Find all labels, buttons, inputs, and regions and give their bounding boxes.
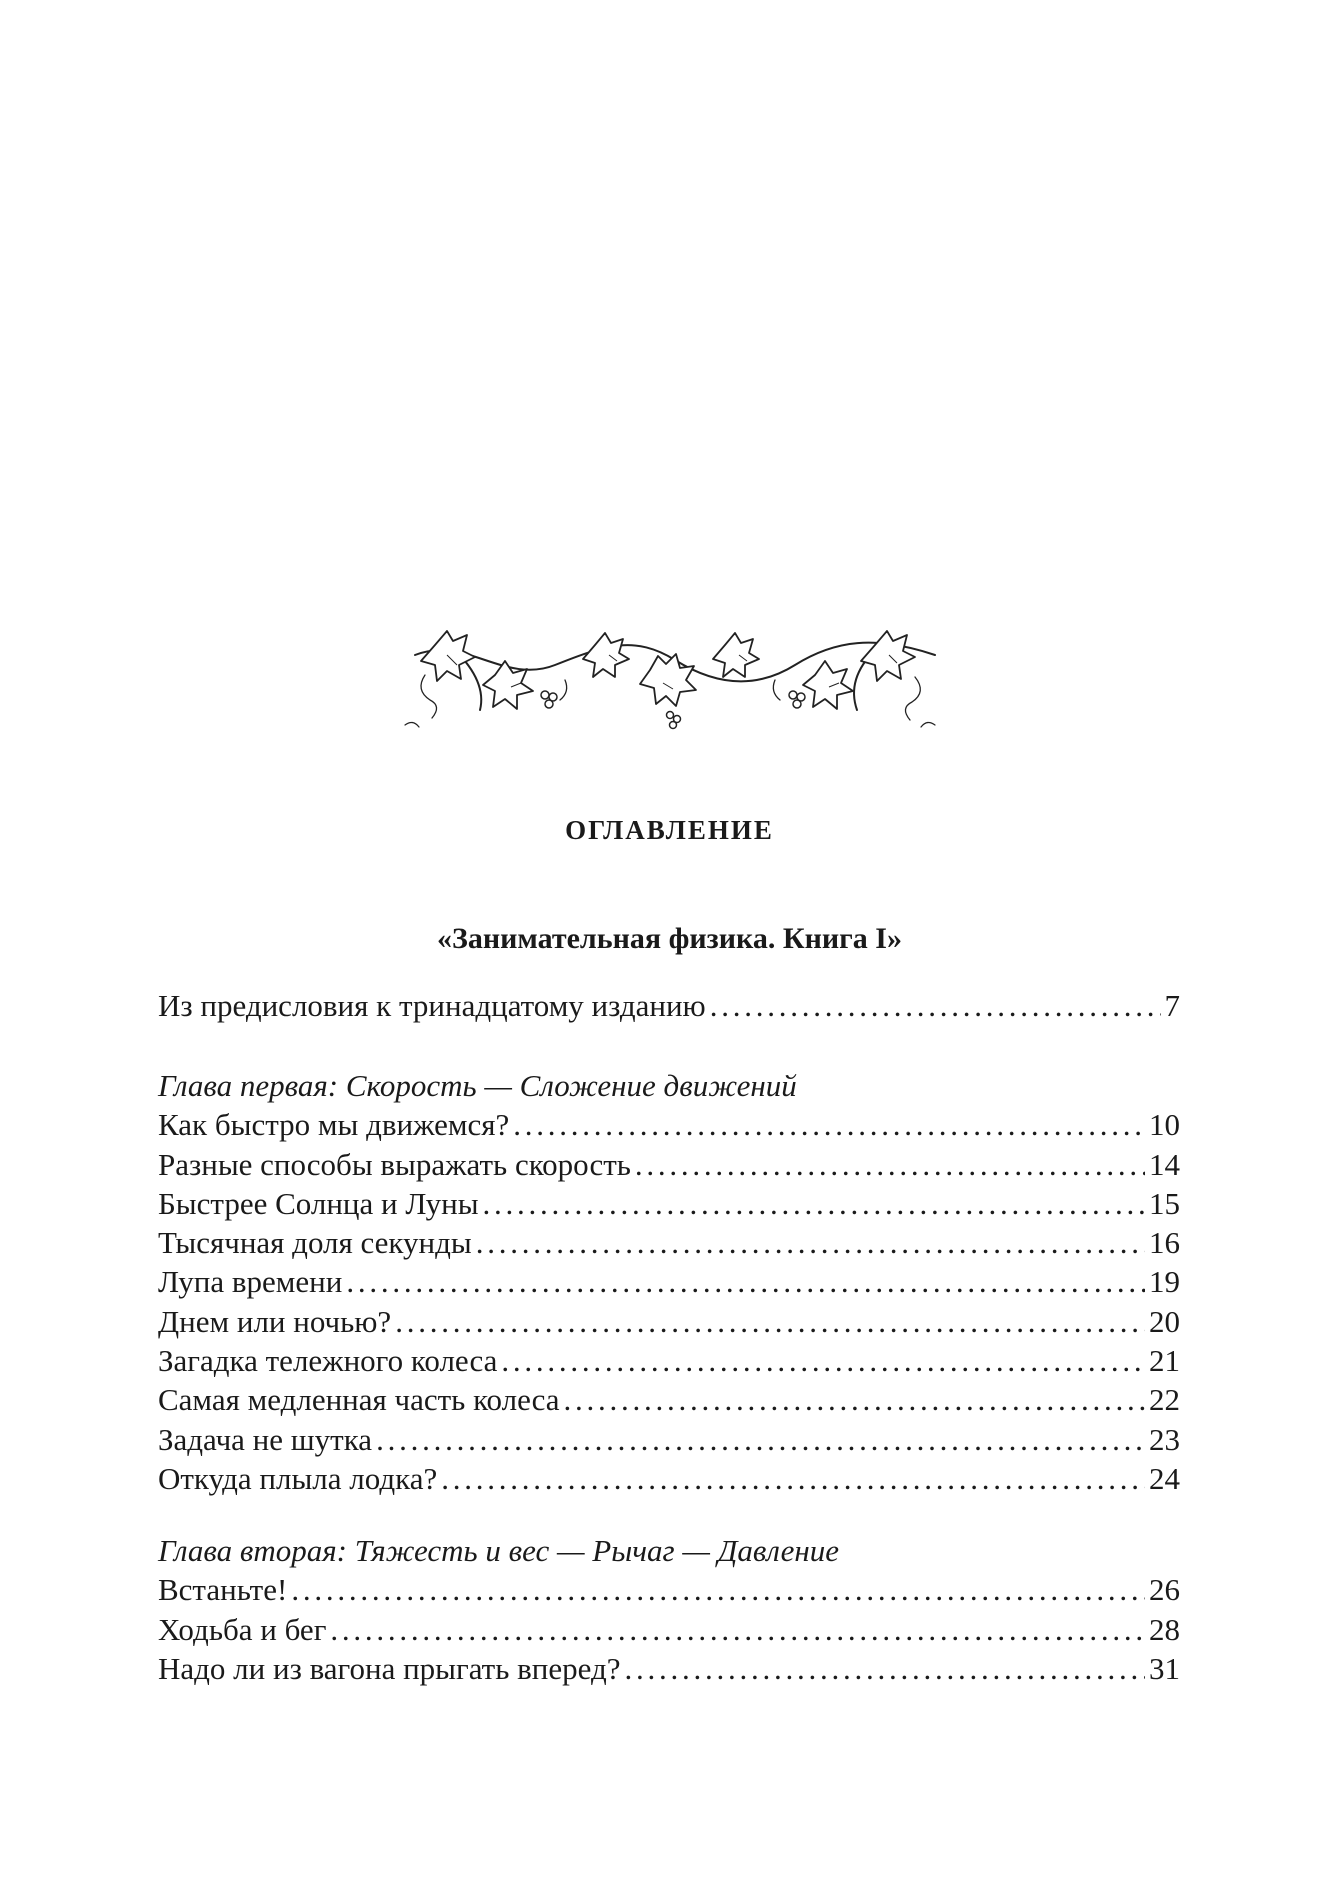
toc-entry-page: 26 [1149, 1572, 1180, 1608]
toc-entry[interactable] [158, 1420, 1180, 1459]
toc-chapter-2 [158, 1531, 1180, 1688]
toc-entry-label: Задача не шутка [158, 1421, 373, 1457]
toc-entry-label: Как быстро мы движемся? [158, 1107, 510, 1143]
dot-leader [395, 1302, 1145, 1341]
dot-leader [441, 1459, 1145, 1498]
chapter-heading: Глава первая: Скорость — Сложение движений [158, 1068, 797, 1103]
dot-leader [625, 1649, 1146, 1688]
toc-entry[interactable] [158, 1223, 1180, 1262]
toc-entry-label: Тысячная доля секунды [158, 1225, 472, 1261]
toc-entry-page: 16 [1149, 1225, 1180, 1261]
toc-entry[interactable] [158, 1341, 1180, 1380]
toc-entry-page: 7 [1164, 988, 1180, 1023]
dot-leader [483, 1184, 1145, 1223]
toc-entry-page: 19 [1149, 1264, 1180, 1300]
toc-entry-page: 21 [1149, 1343, 1180, 1379]
toc-entry-label: Разные способы выражать скорость [158, 1146, 631, 1182]
dot-leader [376, 1420, 1145, 1459]
book-title: «Занимательная физика. Книга I» [437, 922, 902, 955]
toc-entry-label: Лупа времени [158, 1264, 343, 1300]
toc-entry-label: Ходьба и бег [158, 1611, 327, 1647]
toc-entry-label: Быстрее Солнца и Луны [158, 1185, 479, 1221]
toc-entry[interactable] [158, 1380, 1180, 1419]
toc-entry-label: Самая медленная часть колеса [158, 1382, 560, 1418]
toc-entry-page: 20 [1149, 1303, 1180, 1339]
dot-leader [346, 1262, 1145, 1301]
toc-entry[interactable] [158, 1105, 1180, 1144]
toc-entry[interactable] [158, 1184, 1180, 1223]
toc-entry[interactable] [158, 1649, 1180, 1688]
dot-leader [476, 1223, 1145, 1262]
toc-entry-page: 24 [1149, 1460, 1180, 1496]
toc-entry-page: 31 [1149, 1650, 1180, 1686]
toc-entry-page: 14 [1149, 1146, 1180, 1182]
toc-entry[interactable] [158, 1302, 1180, 1341]
dot-leader [710, 986, 1161, 1025]
dot-leader [291, 1570, 1145, 1609]
toc-entry-label: Надо ли из вагона прыгать вперед? [158, 1650, 621, 1686]
grapevine-ornament-icon [395, 615, 955, 745]
toc-entry[interactable] [158, 1610, 1180, 1649]
toc-entry-page: 22 [1149, 1382, 1180, 1418]
toc-entry-label: Загадка тележного колеса [158, 1343, 498, 1379]
page-title: ОГЛАВЛЕНИЕ [565, 815, 774, 845]
toc-entry[interactable] [158, 1459, 1180, 1498]
toc-entry-label: Встаньте! [158, 1572, 288, 1608]
chapter-heading: Глава вторая: Тяжесть и вес — Рычаг — Давление [158, 1533, 840, 1568]
toc-entry[interactable] [158, 1570, 1180, 1609]
toc-entry-label: Днем или ночью? [158, 1303, 392, 1339]
toc-chapter-1 [158, 1066, 1180, 1498]
toc-entry-label: Откуда плыла лодка? [158, 1460, 438, 1496]
dot-leader [330, 1610, 1145, 1649]
toc-entry-page: 15 [1149, 1185, 1180, 1221]
dot-leader [564, 1380, 1145, 1419]
dot-leader [501, 1341, 1145, 1380]
toc-entry[interactable] [158, 1145, 1180, 1184]
toc-entry-page: 23 [1149, 1421, 1180, 1457]
dot-leader [513, 1105, 1145, 1144]
toc-entry-label: Из предисловия к тринадцатому изданию [158, 988, 706, 1023]
toc-entry[interactable] [158, 1262, 1180, 1301]
dot-leader [635, 1145, 1145, 1184]
toc-entry-page: 28 [1149, 1611, 1180, 1647]
toc-entry-page: 10 [1149, 1107, 1180, 1143]
toc-preface [158, 986, 1180, 1025]
toc-entry[interactable] [158, 986, 1180, 1025]
